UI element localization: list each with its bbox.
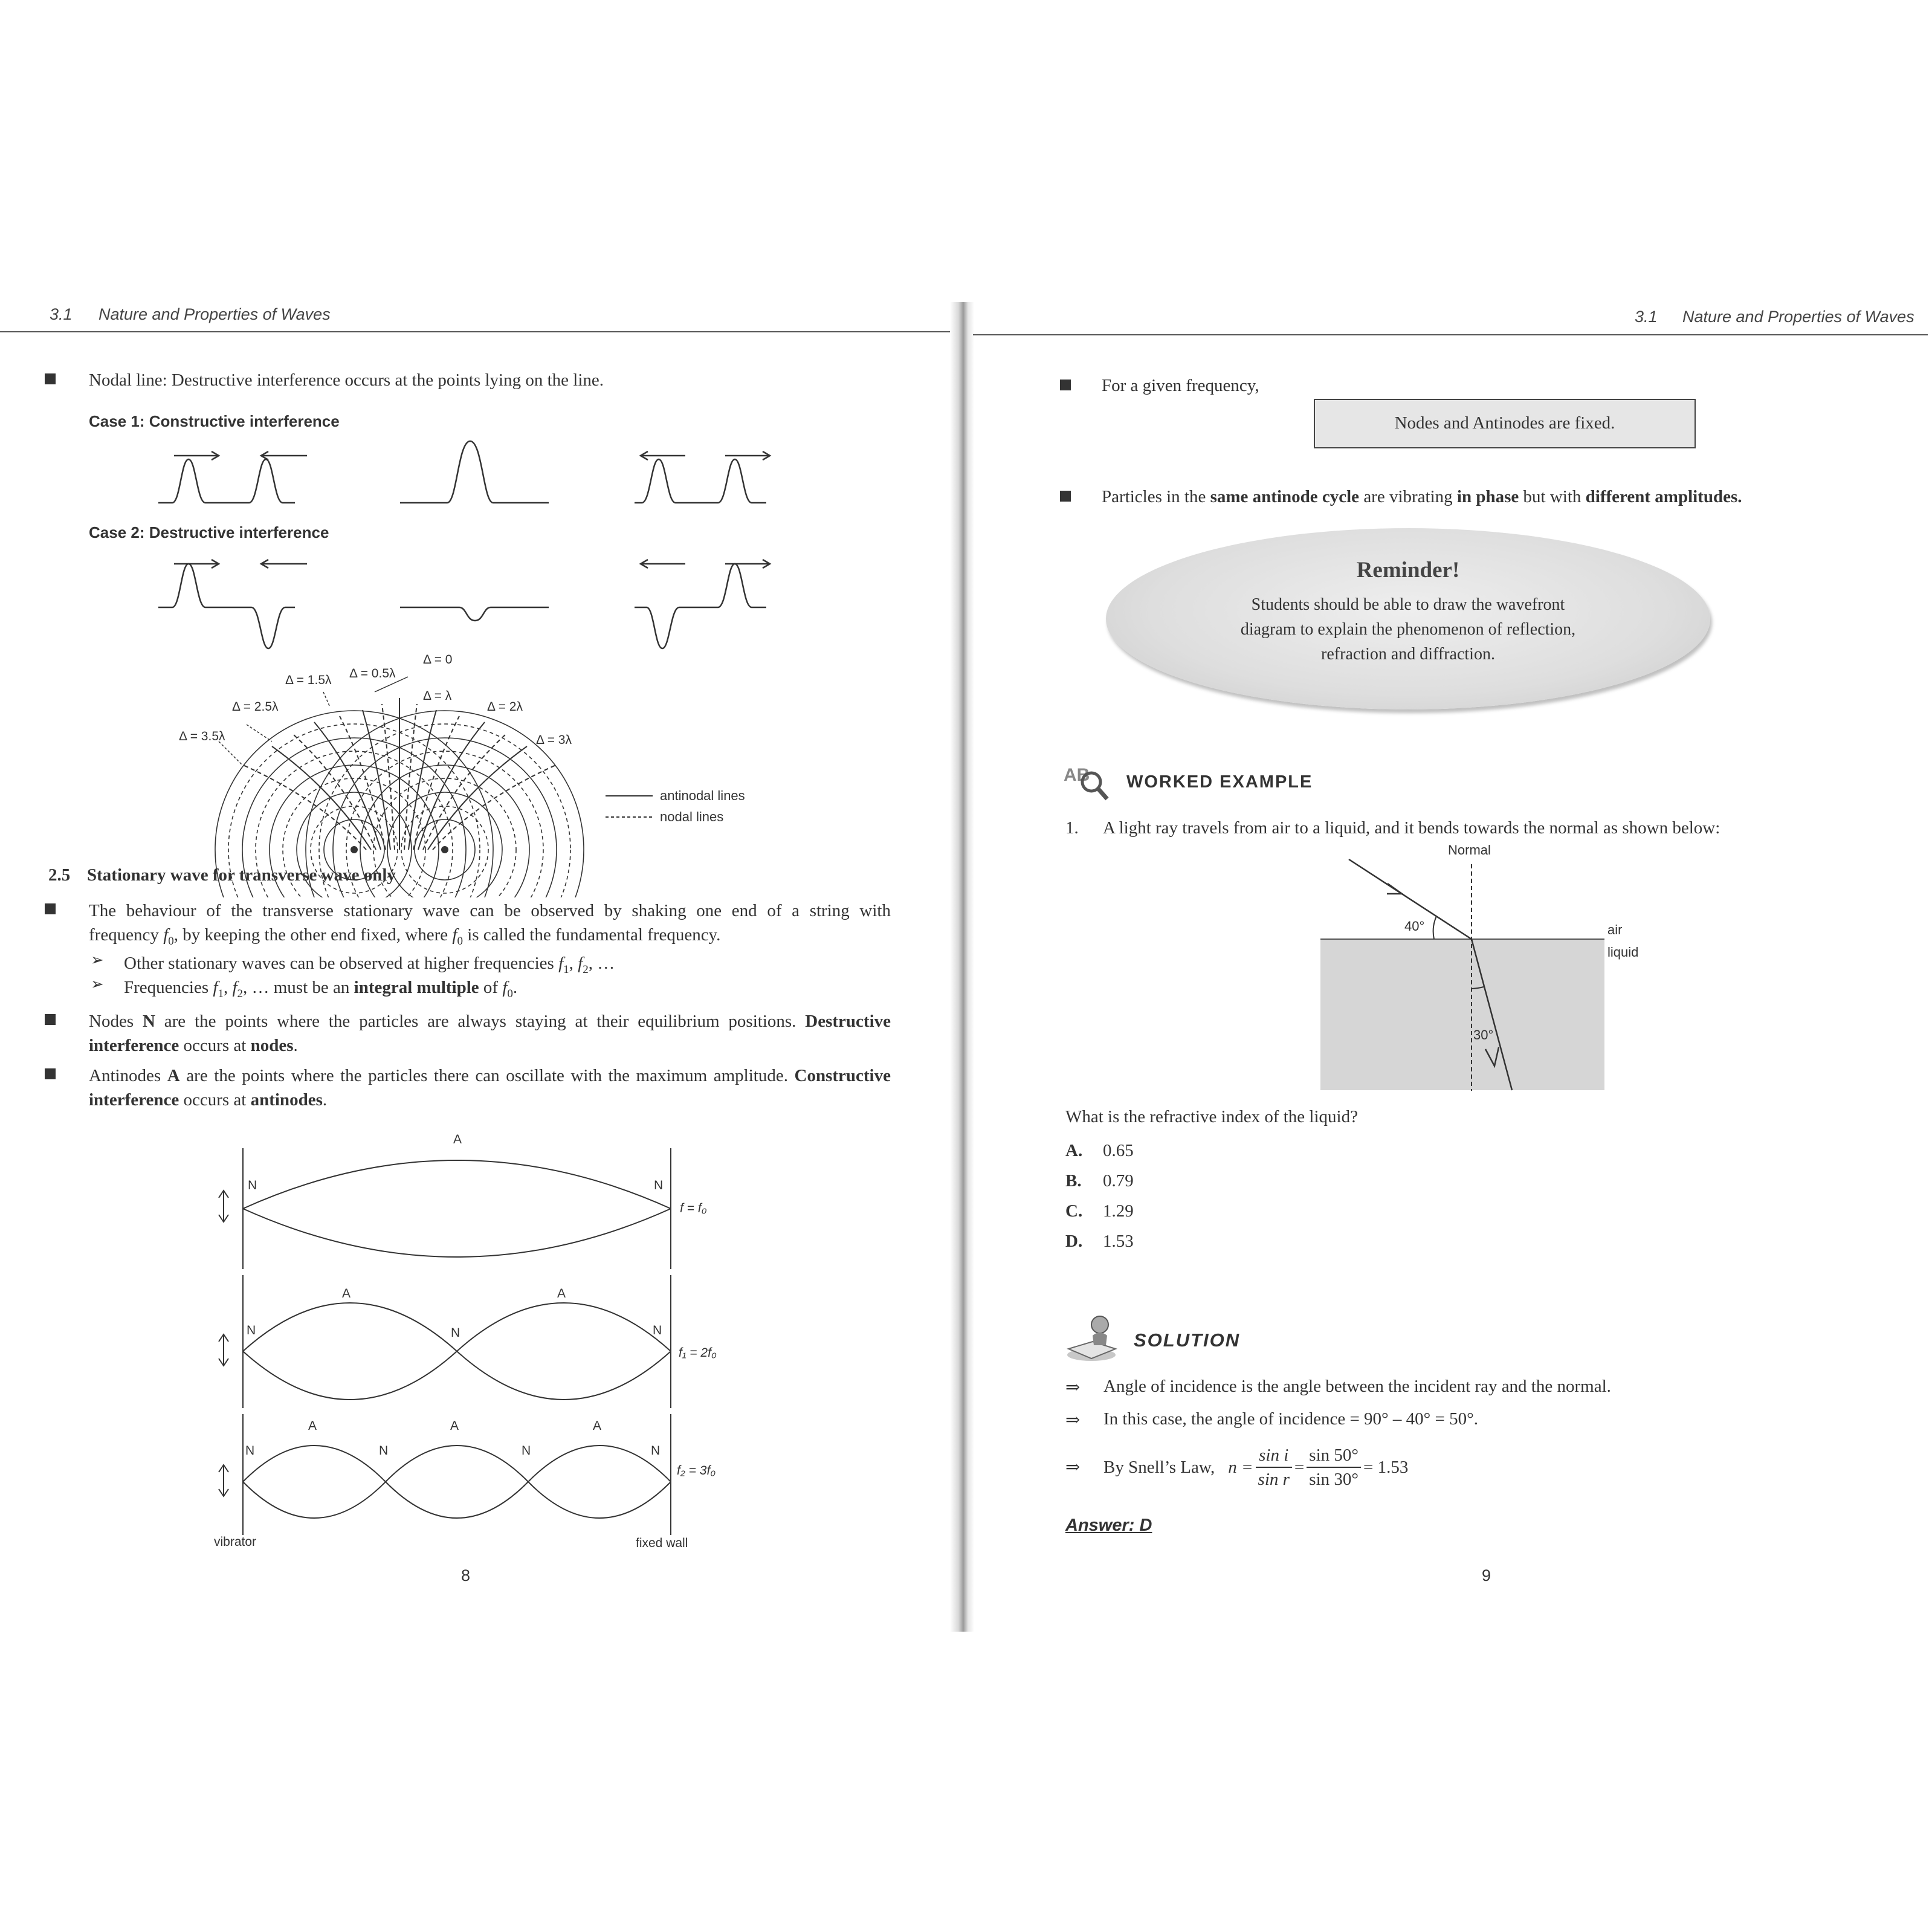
right-header-section-title: Nature and Properties of Waves (1682, 308, 1914, 326)
denominator: sin 30° (1309, 1470, 1359, 1489)
text-run: Frequencies (124, 978, 213, 997)
node-label: N (522, 1444, 531, 1458)
angle-air-label: 40° (1404, 919, 1425, 934)
legend-antinodal-lines: antinodal lines (660, 788, 745, 803)
bullet-icon (1060, 491, 1071, 502)
subscript: 1 (563, 963, 569, 976)
bold-run: integral multiple (354, 978, 479, 997)
option-c (1065, 1201, 1134, 1221)
left-header-section-title: Nature and Properties of Waves (99, 305, 331, 323)
case1-title: Case 1: Constructive interference (89, 412, 340, 430)
case2-pulses-diagram (145, 547, 798, 656)
text-run: Particles in the (1102, 487, 1210, 506)
node-label: N (248, 1178, 257, 1192)
particles-phase-text (1102, 485, 1742, 509)
vibrator-label: vibrator (214, 1535, 257, 1549)
f2-symbol: f (578, 954, 583, 973)
reminder-line: diagram to explain the phenomenon of reflection, (1240, 620, 1576, 639)
path-diff-label-1: Δ = λ (423, 689, 452, 703)
text-run: of (479, 978, 503, 997)
node-label: N (653, 1323, 662, 1337)
svg-text:AB: AB (1064, 765, 1090, 785)
bullet-icon (45, 903, 56, 914)
nodes-fixed-box: Nodes and Antinodes are fixed. (1314, 399, 1696, 448)
bold-run: same antinode cycle (1210, 487, 1360, 506)
option-value: 1.29 (1103, 1201, 1134, 1221)
stationary-paragraph-line2 (89, 923, 720, 954)
right-header-section-number: 3.1 (1635, 308, 1658, 326)
reminder-bubble (1106, 528, 1710, 709)
question-number: 1. (1065, 818, 1079, 838)
subscript: 0 (457, 934, 463, 948)
answer-label: Answer: D (1065, 1516, 1152, 1535)
option-letter: B. (1065, 1171, 1082, 1191)
bold-run: N (142, 1012, 155, 1031)
bold-run: nodes (250, 1036, 294, 1055)
text-run: = (1294, 1457, 1305, 1477)
arrow-bullet-icon: ➢ (91, 951, 104, 969)
text-run: is called the fundamental frequency. (462, 925, 721, 945)
text-run: Nodes (89, 1012, 143, 1031)
nodal-line-text: Nodal line: Destructive interference occurs at the points lying on the line. (89, 370, 604, 390)
f1-symbol: f (213, 978, 218, 997)
text-run: , by keeping the other end fixed, where (173, 925, 453, 945)
path-diff-label-3: Δ = 3λ (536, 733, 572, 747)
fixed-wall-label: fixed wall (636, 1536, 688, 1550)
f1-symbol: f (558, 954, 564, 973)
bullet-icon (45, 1014, 56, 1025)
antinode-label: A (450, 1419, 459, 1433)
f0-symbol: f (163, 925, 169, 945)
solution-line-2: In this case, the angle of incidence = 90° – 40° = 50°. (1103, 1409, 1478, 1429)
text-run: are the points where the particles are always staying at their equilibrium positions. (155, 1012, 806, 1031)
text-run: , (569, 954, 578, 973)
subscript: 1 (218, 987, 224, 1000)
normal-label: Normal (1448, 842, 1491, 858)
text-run: , (223, 978, 233, 997)
legend-nodal-lines: nodal lines (660, 809, 724, 824)
subscript: 0 (168, 934, 174, 948)
bold-run: Constructive interference (89, 1066, 891, 1110)
node-label: N (451, 1326, 460, 1340)
arrow-bullet-icon: ➢ (91, 975, 104, 993)
text-run: n = (1228, 1457, 1253, 1477)
option-value: 0.79 (1103, 1171, 1134, 1191)
text-run: Other stationary waves can be observed at higher frequencies (124, 954, 559, 973)
freq-label-2: f₁ = 2f₀ (679, 1346, 717, 1360)
antinodes-definition-text (89, 1064, 891, 1112)
text-run: , … (588, 954, 615, 973)
reminder-line: Students should be able to draw the wavefront (1251, 595, 1565, 614)
bold-run: in phase (1456, 487, 1519, 506)
path-diff-label-2: Δ = 2λ (487, 700, 523, 714)
right-header-rule (973, 334, 1928, 335)
option-value: 0.65 (1103, 1141, 1134, 1160)
numerator: sin i (1256, 1444, 1292, 1468)
option-value: 1.53 (1103, 1232, 1134, 1251)
text-run: but with (1519, 487, 1586, 506)
right-page (961, 0, 1932, 1932)
section-2-5-number: 2.5 (48, 865, 71, 885)
text-run: frequency (89, 925, 164, 945)
case1-pulses-diagram (145, 435, 798, 508)
antinode-label: A (453, 1132, 462, 1146)
path-diff-label-3-5: Δ = 3.5λ (179, 729, 225, 743)
text-run: . (293, 1036, 298, 1055)
antinode-label: A (593, 1419, 602, 1433)
fraction-sin-i-sin-r (1256, 1444, 1292, 1491)
option-a (1065, 1141, 1134, 1161)
freq-label-1: f = f₀ (680, 1201, 707, 1215)
reminder-title: Reminder! (1356, 558, 1460, 583)
solution-line-1: Angle of incidence is the angle between the incident ray and the normal. (1103, 1377, 1611, 1396)
text-run: occurs at (179, 1090, 251, 1110)
option-d (1065, 1232, 1134, 1252)
bullet-icon (45, 1068, 56, 1079)
antinode-label: A (557, 1287, 566, 1300)
left-header-rule (0, 331, 958, 332)
option-b (1065, 1171, 1134, 1191)
for-given-frequency-text: For a given frequency, (1102, 376, 1259, 395)
option-letter: C. (1065, 1201, 1083, 1221)
node-label: N (245, 1444, 255, 1458)
subscript: 0 (507, 987, 513, 1000)
stationary-wave-diagram (205, 1124, 749, 1559)
worked-example-icon (1062, 757, 1111, 805)
text-run: are the points where the particles there can oscillate with the maximum amplitude. (179, 1066, 795, 1085)
text-run: Antinodes (89, 1066, 167, 1085)
bold-run: antinodes (250, 1090, 323, 1110)
path-diff-label-1-5: Δ = 1.5λ (285, 673, 332, 687)
right-page-number: 9 (1482, 1566, 1491, 1585)
text-run: , … must be an (243, 978, 354, 997)
freq-label-3: f₂ = 3f₀ (677, 1464, 716, 1478)
air-label: air (1607, 922, 1623, 937)
interference-pattern-diagram (169, 650, 774, 861)
bold-run: different amplitudes. (1585, 487, 1742, 506)
node-label: N (651, 1444, 661, 1458)
bold-run: Destructive interference (89, 1012, 891, 1055)
denominator: sin r (1258, 1470, 1290, 1489)
node-label: N (379, 1444, 389, 1458)
reminder-text (1106, 592, 1710, 667)
worked-example-heading: WORKED EXAMPLE (1126, 772, 1313, 792)
option-letter: D. (1065, 1232, 1083, 1251)
liquid-label: liquid (1607, 945, 1639, 960)
node-label: N (247, 1323, 256, 1337)
section-2-5-title: Stationary wave for transverse wave only (87, 865, 396, 885)
implies-arrow-icon: ⇒ (1065, 1458, 1081, 1477)
numerator: sin 50° (1307, 1444, 1361, 1468)
bold-run: A (167, 1066, 180, 1085)
f0-symbol: f (452, 925, 457, 945)
text-run: are vibrating (1359, 487, 1457, 506)
solution-heading: SOLUTION (1134, 1329, 1241, 1351)
solution-icon (1062, 1311, 1123, 1366)
left-page-number: 8 (461, 1566, 471, 1585)
question-text: A light ray travels from air to a liquid, and it bends towards the normal as shown below: (1103, 818, 1720, 838)
path-diff-label-2-5: Δ = 2.5λ (232, 700, 279, 714)
left-header-section-number: 3.1 (50, 305, 73, 323)
implies-arrow-icon: ⇒ (1065, 1378, 1081, 1397)
node-label: N (654, 1178, 664, 1192)
stationary-paragraph-line1: The behaviour of the transverse stationary wave can be observed by shaking one end of a string with (89, 901, 891, 920)
path-diff-label-0-5: Δ = 0.5λ (349, 667, 396, 680)
angle-liquid-label: 30° (1473, 1027, 1494, 1042)
question-prompt: What is the refractive index of the liquid? (1065, 1107, 1358, 1126)
subscript: 2 (583, 963, 589, 976)
implies-arrow-icon: ⇒ (1065, 1410, 1081, 1430)
path-diff-label-0: Δ = 0 (423, 653, 453, 667)
option-letter: A. (1065, 1141, 1083, 1160)
case2-title: Case 2: Destructive interference (89, 523, 329, 541)
reminder-line: refraction and diffraction. (1321, 645, 1495, 664)
bullet-icon (45, 373, 56, 384)
text-run: occurs at (179, 1036, 251, 1055)
f0-symbol: f (502, 978, 508, 997)
snells-law-equation (1103, 1440, 1408, 1494)
fraction-sin50-sin30 (1307, 1444, 1361, 1491)
text-run: = 1.53 (1363, 1457, 1409, 1477)
bullet-icon (1060, 380, 1071, 390)
refraction-diagram (1311, 840, 1639, 1094)
antinode-label: A (308, 1419, 317, 1433)
text-run: By Snell’s Law, (1103, 1457, 1215, 1477)
f2-symbol: f (232, 978, 237, 997)
integral-multiple-text: Frequencies $f_1$, $f_2$, … must be an integral multiple of $f_0$. (124, 978, 518, 1000)
text-run: . (322, 1090, 328, 1110)
subscript: 2 (237, 987, 243, 1000)
nodes-definition-text (89, 1009, 891, 1058)
antinode-label: A (342, 1287, 351, 1300)
